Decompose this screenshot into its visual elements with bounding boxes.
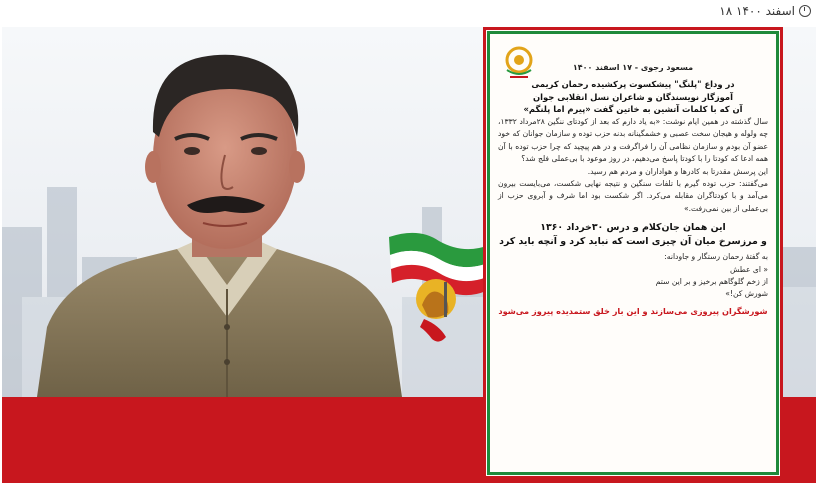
poem-line-2: از زخم گلوگاهم برخیز و بر این ستم (655, 276, 768, 286)
body-paragraph-2: این پرسش مقدرتا به کادرها و هواداران و مردم هم رسید. (587, 166, 768, 176)
subhead-line-1: این همان جان‌کلام و درس ۳۰خرداد ۱۳۶۰ (540, 222, 726, 234)
subhead-line-2: و مرزسرخ میان آن چیزی است که نباید کرد و آنچه باید کرد (499, 236, 767, 248)
author-date: مسعود رجوی - ۱۷ اسفند ۱۴۰۰ (572, 63, 694, 72)
clock-icon (799, 5, 811, 17)
message-panel (483, 27, 783, 479)
poem-line-1: « ای عطش (730, 264, 768, 274)
closing-slogan: شورشگران پیروزی می‌سازند و این بار خلق ستمدیده پیروز می‌شود (498, 305, 768, 316)
body-paragraph-3: می‌گفتند: حزب توده گیرم با تلفات سنگین و نتیجه نهایی شکست، می‌بایست بیرون می‌آمد و با کودتاگران مقابله می‌کرد. اگر شکست بود اما شرف و آبروی حزب از بی‌عملی از بین نمی‌رفت.» (498, 178, 768, 213)
body-paragraph-1: سال گذشته در همین ایام نوشت: «به یاد دارم که بعد از کودتای ننگین ۲۸مرداد ۱۳۳۲، چه ولوله و هیجان سخت عصبی و خشمگینانه بدنه حزب توده و سازمان جوانان که خود عضو آن بودم و سازمان نظامی آن را فراگرفت و در هم پیچید که چرا حزب توده با آن همه ادعا که کودتا را با کودتا پاسخ می‌دهیم، در روز موعود با بی‌عملی فلج شد؟ (498, 116, 769, 164)
poem-intro: به گفتهٔ رحمان رستگار و جاودانه: (664, 252, 768, 262)
headline-line-3: آن که با کلمات آتشین به خاتین گفت «پیرم اما پلنگم» (523, 104, 743, 115)
portrait-photo (27, 27, 407, 397)
iran-flag-with-lion-emblem (384, 227, 494, 357)
top-bar (0, 0, 817, 22)
message-text (498, 40, 768, 470)
poster-image (2, 27, 816, 483)
headline-line-2: آموزگار نویسندگان و شاعران نسل انقلابی جوان (533, 91, 733, 102)
poem-line-3: شورش کن!» (725, 289, 768, 299)
post-date: ۱۸ اسفند ۱۴۰۰ (719, 4, 795, 18)
headline-line-1: در وداع "پلنگ" پیشکسوت پرکشیده رحمان کریمی (531, 79, 735, 90)
